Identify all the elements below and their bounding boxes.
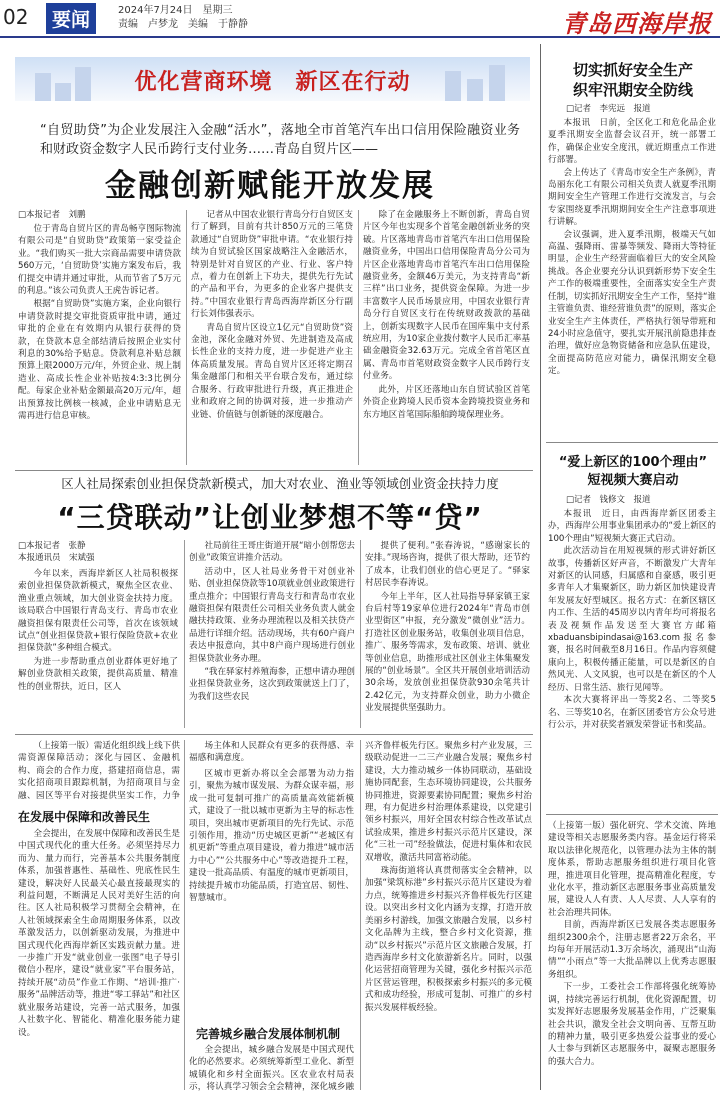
paragraph: 此外，片区还落地山东自贸试验区首笔外资企业跨境人民币资本金跨境投资业务和东方地区首笔国际船舶跨境保理业务。: [363, 384, 530, 420]
paragraph: 活动中，区人社局业务骨干对创业补贴、创业担保贷款等10项就业创业政策进行重点推介；中国银行青岛支行和青岛市农业融资担保有限责任公司相关业务负责人就金融扶持政策、业务办理流程以及相关扶贷产品进行详细介绍。活动现场，共有60户商户表达申报意向，其中8户商户现场进行创业担保贷款业务办理。: [189, 566, 355, 664]
right-headline-1: 切实抓好安全生产 织牢汛期安全防线: [572, 61, 693, 99]
paragraph: 为进一步帮助重点创业群体更好地了解创业贷款相关政策，提供高质量、精准性的创业帮扶，近日，区人: [18, 656, 178, 692]
main-col-1: [18, 223, 181, 465]
main-col-2: [191, 209, 353, 465]
right-article-1: [548, 117, 716, 435]
paragraph: 位于青岛自贸片区的青岛畅亨图际物流有限公司是“自贸助贷”政策第一家受益企业。“我们购买一批大宗商品需要申请贷款560万元，‘自贸助贷’实施方案发布后，我们提交申请并通过审批，从而节省了5万元的利息。”该公司负责人王虎告诉记者。: [18, 224, 181, 297]
paragraph: 今年以来，西海岸新区人社局积极探索创业担保贷款新模式，聚焦全区农业、渔业重点领域，加大创业资金扶持力度。该局联合中国银行青岛支行、青岛市农业融资担保有限责任公司等，首次在该领域试点“创业担保贷款+银行保险贷款+农业担保贷款”多种组合模式。: [18, 569, 178, 654]
paragraph: （上接第一版）强化研究、学术交流、阵地建设等相关志愿服务类内容。基金运行将采取以法律化规范化，以管理办法为主体的制度体系，帮助志愿服务组织进行项目化管理，推进项目化管理，提高精准化程度，专业化水平，推动新区志愿服务事业高质量发展，建设人人有责、人人尽责、人人享有的社会治理共同体。: [548, 821, 716, 918]
paragraph: “我在驿家村养殖海参，正想申请办理创业担保贷款业务，这次到政策就送上门了，为我们这些农民: [189, 667, 355, 702]
paragraph: 下一步，工委社会工作部将强化统筹协调，持续完善运行机制，优化资源配置，切实发挥好志愿服务发展基金作用，广泛聚集社会共识，激发全社会文明向善、互帮互助的精神力量，吸引更多热爱公益事业的爱心人士参与到新区志愿服务中，凝聚志愿服务的强大合力。: [548, 982, 716, 1067]
paragraph: 本次大赛将评出一等奖2名、二等奖5名、三等奖10名，在新区团委官方公众号进行公示，并对获奖者颁发荣誉证书和奖品。: [548, 695, 716, 730]
paragraph: 根据“自贸助贷”实施方案，企业向银行申请贷款时提交审批资质审批申请，通过审批的企业在有效期内从银行获得的贷款，在贷款本息全部结清后按照企业实付利息的30%给予贴息。贷款利息补贴总额预算上限2000万元/年，外贸企业、规上制造业、高成长性企业补贴按4:3:3比例分配。每家企业补贴金额最高20万元/年，超出预算按比例核一核减，企业申请贴息无需再进行信息审核。: [18, 299, 181, 422]
newspaper-logo: 青岛西海岸报: [562, 9, 712, 38]
banner: [15, 57, 530, 101]
paragraph: 今年上半年，区人社局指导驿家镇王家台后村等19家单位进行2024年“青岛市创业型街区”申报，充分激发“微创业”活力。打造社区创业服务站，收集创业项目信息，推广、服务等需求，发布政策、培训、就业等创业信息，助推形成社区创业主体集聚发展的“创业场景”。全区共开展创业培训活动30余场，发放创业担保贷款930余笔共计2.42亿元，为支持群众创业，助力小微企业发展提供坚强助力。: [365, 591, 530, 714]
banner-title: 优化营商环境 新区在行动: [134, 70, 411, 95]
right-byline-2: □记者 钱修文 报道: [566, 495, 651, 505]
paragraph: 本报讯 近日，由西海岸新区团委主办，西海岸公用事业集团承办的“爱上新区的100个理由”短视频大赛正式启动。: [548, 509, 716, 544]
cont-col-2-body: 区城市更新办将以全会部署为动力指引，聚焦为城市谋发展、为群众谋幸福，形成一批可复制可推广的高质量高效能新模式，建设了一批以城市更新为主导的标志性项目，突出城市更新项目的先行先试、示范引领作用，推动“历史城区更新”“老城区有机更新”等重点项目建设，着力推进“城市活力中心”“公共服务中心”等改造提升工程，建设一批高品质、有温度的城市更新项目，持续提升城市功能品质，打造宜居、韧性、智慧城市。: [189, 769, 354, 904]
cont-col-1-body: 全会提出，在发展中保障和改善民生是中国式现代化的重大任务。必须坚持尽力而为、量力而行，完善基本公共服务制度体系，加强普惠性、基础性、兜底性民生建设，解决好人民最关心最直接最现实的利益问题，不断满足人民对美好生活的向往。区人社局积极学习贯彻全会精神，在人社领域探索全生命周期服务体系，以改革激发活力，以创新驱动发展，为推进中国式现代化西海岸新区实践贡献力量。进一步推广开发“就业创业一张图”电子导引微信小程序，建设“就业家”平台服务站，持续开展“动员”作业工作期、“培训·推广·服务”品牌活动等，推进“零工驿站”和社区就业服务站建设，完善一站式服务，加强人社数字化、智能化、精准化服务能力建设。: [18, 829, 180, 1038]
editor-credit: 责编 卢梦龙: [118, 19, 178, 30]
main-headline: 金融创新赋能开放发展: [105, 168, 435, 204]
paragraph: 提供了便利。”张春涛说，“感谢家长的安排。”现场咨询，提供了很大帮助，还节约了成本，让我们创业的信心更足了。“驿家村居民李春涛说。: [365, 541, 530, 589]
cont-col-2-top: 场主体和人民群众有更多的获得感、幸福感和满意度。: [189, 741, 354, 764]
main-byline: □本报记者 刘鹏: [18, 210, 86, 220]
right-byline-1: □记者 李宪远 报道: [566, 104, 651, 114]
paragraph: 会上传达了《青岛市安全生产条例》，青岛丽东化工有限公司相关负责人就夏季汛期期间安全生产管理工作进行交流发言，与会专家围绕夏季汛期期间安全生产注意事项进行讲解。: [548, 167, 716, 228]
issue-date: 2024年7月24日: [118, 5, 193, 16]
paragraph: 社局前往王哥庄街道开展“暗小创帮您去创业”政策宣讲推介活动。: [189, 541, 355, 564]
paragraph: 目前，西海岸新区已发展各类志愿服务组织2300余个，注册志愿者22万余名，平均每年开展活动1.3万余场次，涌现出“山海情”“小雨点”等一大批品牌以上优秀志愿服务组织。: [548, 920, 716, 980]
second-deck: 区人社局探索创业担保贷款新模式，加大对农业、渔业等领域创业资金扶持力度: [61, 476, 499, 491]
right-article-2: [548, 508, 716, 808]
subheading-urban-rural: 完善城乡融合发展体制机制: [196, 1027, 341, 1041]
subheading-livelihood: 在发展中保障和改善民生: [18, 810, 151, 824]
paragraph: 珠海街道将认真贯彻落实全会精神，以加强“梁筑标港”乡村振兴示范片区建设为着力点，统筹推进乡村振兴齐鲁样板先行区建设。以突出乡村文化内涵为支撑，打造开放美丽乡村游线，加强文旅融合发展，以乡村文化品牌为主线，整合乡村文化资源，推动“以乡村振兴”示范片区文旅融合发展，打造西海岸乡村文化旅游新名片。同时，以强化运营招商管理为关键，强化乡村振兴示范片区营运管理，积极探索乡村振兴的多元模式和成功经验，形成可复制、可推广的乡村振兴发展样板经验。: [365, 866, 532, 1013]
cont-col-3: [365, 740, 532, 1090]
paragraph: 兴齐鲁样板先行区。聚焦乡村产业发展，三级联动促进一二三产业融合发展；聚焦乡村建设，大力推动城乡一体协同联动，基础设施协同配套，生态环境协同建设，公共服务协同推进，资源要素协同配置；聚焦乡村治理，有力促进乡村治理体系建设，以党建引领乡村振兴，用好全国农村综合性改革试点试验成果，推进乡村振兴示范片区建设，深化“三社一司”经验做法，促进村集体和农民双增收，激活共同富裕动能。: [365, 741, 532, 863]
cont-col-1-top: （上接第一版）需适化组织线上线下供需资源保障活动；深化与园区、金融机构、商会的合作力度，搭建招商信息，需实化招商项目跟踪机制，为招商项目与金融、园区等平台对接提供坚实工作，力争: [18, 741, 180, 800]
header-meta: [118, 4, 248, 32]
designer-credit: 美编 于静静: [188, 19, 248, 30]
second-byline: □本报记者 张静 本报通讯员 宋斌强: [18, 541, 95, 563]
page-number: 02: [3, 5, 29, 29]
paragraph: 本报讯 日前，全区化工和危化品企业夏季汛期安全监督会议召开，统一部署工作，确保企业安全度汛，就近期重点工作进行部署。: [548, 118, 716, 166]
main-col-3: [363, 209, 530, 465]
paragraph: 青岛自贸片区设立1亿元“自贸助贷”资金池，深化金融对外贸、先进制造及高成长性企业的支持力度，进一步促进产业主体高质量发展。青岛自贸片区还将定期召集金融部门和相关平台联合发布，通过综合服务、行政审批进行升级，真正推进企业和政府之间的协调对接，进一步推动产业链、价值链与创新链的深度融合。: [191, 322, 353, 420]
right-headline-2: “爱上新区的100个理由” 短视频大赛启动: [558, 455, 708, 488]
paragraph: 记者从中国农业银行青岛分行自贸区支行了解到，目前有共计850万元的三笔贷款通过“自贸助贷”审批申请。“农业银行持续为自贸试验区国家战略注入金融活水，特别是针对自贸区的产业、行业、客户特点，着力在创新上下功夫，提供先行先试的产品和平台，为更多的企业客户提供支持。”中国农业银行青岛西海岸新区分行副行长刘伟强表示。: [191, 210, 353, 320]
second-col-2: [189, 540, 355, 728]
paragraph: 会议强调，进入夏季汛期，极端天气如高温、强降雨、雷暴等频发、降雨大等特征明显，企业生产经营面临着巨大的安全风险挑战。各企业要充分认识到新形势下安全生产工作的极端重要性，全面落实安全生产责任制，切实抓好汛期安全生产工作，坚持“谁主管谁负责、谁经营谁负责”的原则，落实企业安全生产主体责任，严格执行领导带班和24小时应急值守，要扎实开展汛前隐患排查治理，做好应急物资储备和应急队伍建设，全面提高防范应对能力，确保汛期安全稳定。: [548, 229, 716, 377]
issue-weekday: 星期三: [202, 5, 233, 16]
main-deck: “自贸助贷”为企业发展注入金融“活水”，落地全市首笔汽车出口信用保险融资业务和财政资金数字人民币跨行支付业务……青岛自贸片区——: [40, 123, 520, 157]
second-headline: “三贷联动”让创业梦想不等“贷”: [57, 501, 483, 534]
paragraph: 此次活动旨在用短视频的形式讲好新区故事，传播新区好声音，不断激发广大青年对新区的认同感，归属感和自豪感，吸引更多青年人才集聚新区，助力新区加快建设青年发展友好型城区。报名方式：在新区辖区内工作、生活的45周岁以内青年均可将报名表及视频作品发送至大赛官方邮箱xbaduansbipindasai@163.com报名参赛，报名时间截至8月16日。作品内容须健康向上，积极传播正能量，可以是新区的自然风光、人文风貌，也可以是在新区的个人经历、日常生活、旅行见闻等。: [548, 546, 716, 693]
page-header: [0, 0, 720, 38]
section-label: 要闻: [46, 3, 96, 34]
second-col-1: [18, 568, 178, 728]
second-col-3: [365, 540, 530, 728]
paragraph: 除了在金融服务上不断创新，青岛自贸片区今年也实现多个首笔金融创新业务的突破。片区落地青岛市首笔汽车出口信用保险融资业务，中国出口信用保险青岛分公司为片区企业落地青岛市首笔汽车出口信用保险融资业务，金额46万美元，为支持青岛“新三样”出口业务，提供资金保障。为进一步丰富数字人民币场景应用，中国农业银行青岛分行自贸区支行在传统财政拨款的基础上，创新实现数字人民币在国库集中支付系统应用，为10家企业拨付数字人民币汇率基础金融资金32.63万元。完成全省首笔区直属、青岛市首笔财政资金数字人民币跨行支付业务。: [363, 210, 530, 382]
right-article-3: [548, 820, 716, 1090]
cont-col-2-bottom: 全会提出，城乡融合发展是中国式现代化的必然要求。必须统筹新型工业化、新型城镇化和乡村全面振兴。区农业农村局表示，将认真学习领会全会精神，深化城乡融: [189, 1045, 354, 1092]
